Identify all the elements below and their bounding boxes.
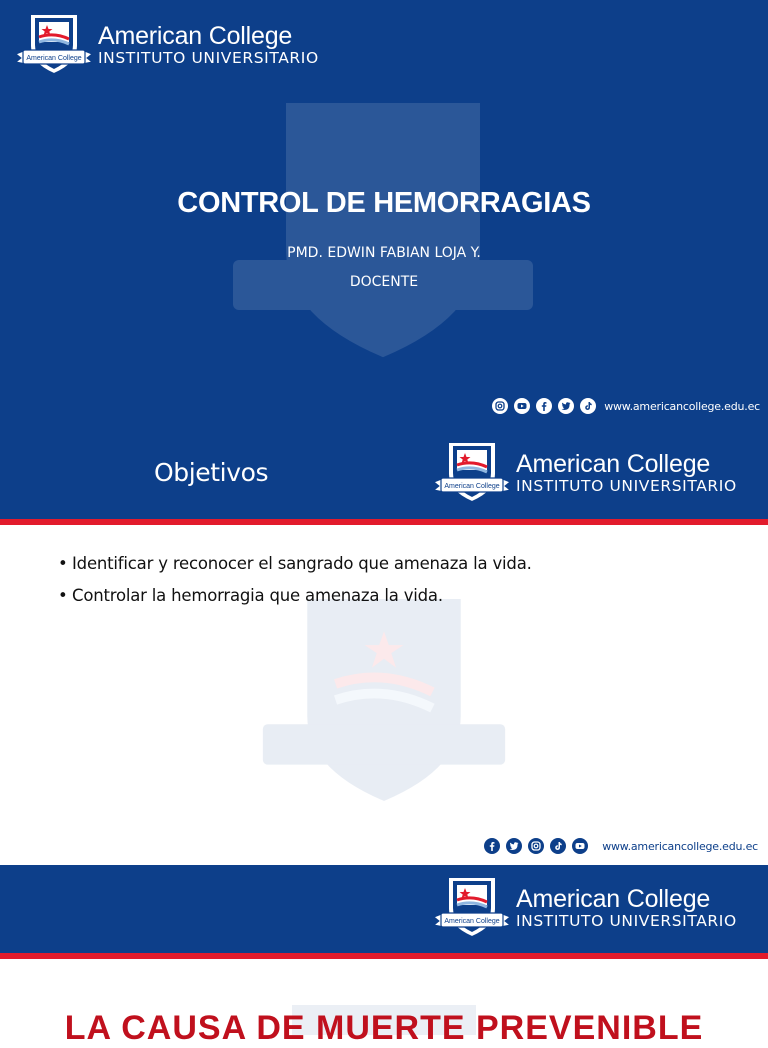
author-name: PMD. EDWIN FABIAN LOJA Y. — [287, 245, 481, 261]
american-college-logo — [14, 12, 319, 78]
bullet-text: Controlar la hemorragia que amenaza la vida. — [72, 586, 443, 605]
slide-title: LA CAUSA DE MUERTE PREVENIBLE — [64, 1009, 704, 1047]
presentation-title: CONTROL DE HEMORRAGIAS — [177, 187, 591, 219]
youtube-icon[interactable] — [572, 838, 588, 854]
crest-label: American College — [444, 918, 500, 925]
facebook-icon[interactable] — [536, 398, 552, 414]
list-item: • Controlar la hemorragia que amenaza la vida. — [58, 586, 443, 605]
youtube-icon[interactable] — [514, 398, 530, 414]
tiktok-icon[interactable] — [550, 838, 566, 854]
crest-label: American College — [26, 55, 82, 62]
objectives-list — [58, 548, 532, 612]
logo-subtitle: INSTITUTO UNIVERSITARIO — [516, 477, 737, 495]
header-divider — [0, 519, 768, 525]
header-divider — [0, 953, 768, 959]
instagram-icon[interactable] — [528, 838, 544, 854]
cause-of-death-slide — [0, 865, 768, 1047]
crest-watermark — [228, 100, 538, 360]
instagram-icon[interactable] — [492, 398, 508, 414]
twitter-icon[interactable] — [506, 838, 522, 854]
bullet-text: Identificar y reconocer el sangrado que amenaza la vida. — [72, 554, 532, 573]
social-links — [484, 838, 758, 854]
logo-subtitle: INSTITUTO UNIVERSITARIO — [516, 912, 737, 930]
list-item: • Identificar y reconocer el sangrado que amenaza la vida. — [58, 554, 532, 573]
website-url[interactable]: www.americancollege.edu.ec — [604, 399, 760, 413]
american-college-logo — [432, 440, 737, 506]
american-college-logo — [432, 875, 737, 941]
facebook-icon[interactable] — [484, 838, 500, 854]
tiktok-icon[interactable] — [580, 398, 596, 414]
slide-heading: Objetivos — [154, 458, 269, 487]
crest-icon — [432, 440, 512, 506]
crest-label: American College — [444, 483, 500, 490]
logo-name: American College — [98, 22, 293, 50]
crest-watermark — [236, 595, 532, 805]
twitter-icon[interactable] — [558, 398, 574, 414]
logo-subtitle: INSTITUTO UNIVERSITARIO — [98, 49, 319, 67]
logo-name: American College — [516, 450, 711, 478]
website-url[interactable]: www.americancollege.edu.ec — [602, 839, 758, 853]
crest-icon — [432, 875, 512, 941]
social-links — [492, 398, 760, 414]
title-slide — [0, 0, 768, 430]
logo-name: American College — [516, 885, 711, 913]
crest-icon — [14, 12, 94, 78]
objectives-slide — [0, 430, 768, 865]
author-role: DOCENTE — [349, 274, 419, 290]
